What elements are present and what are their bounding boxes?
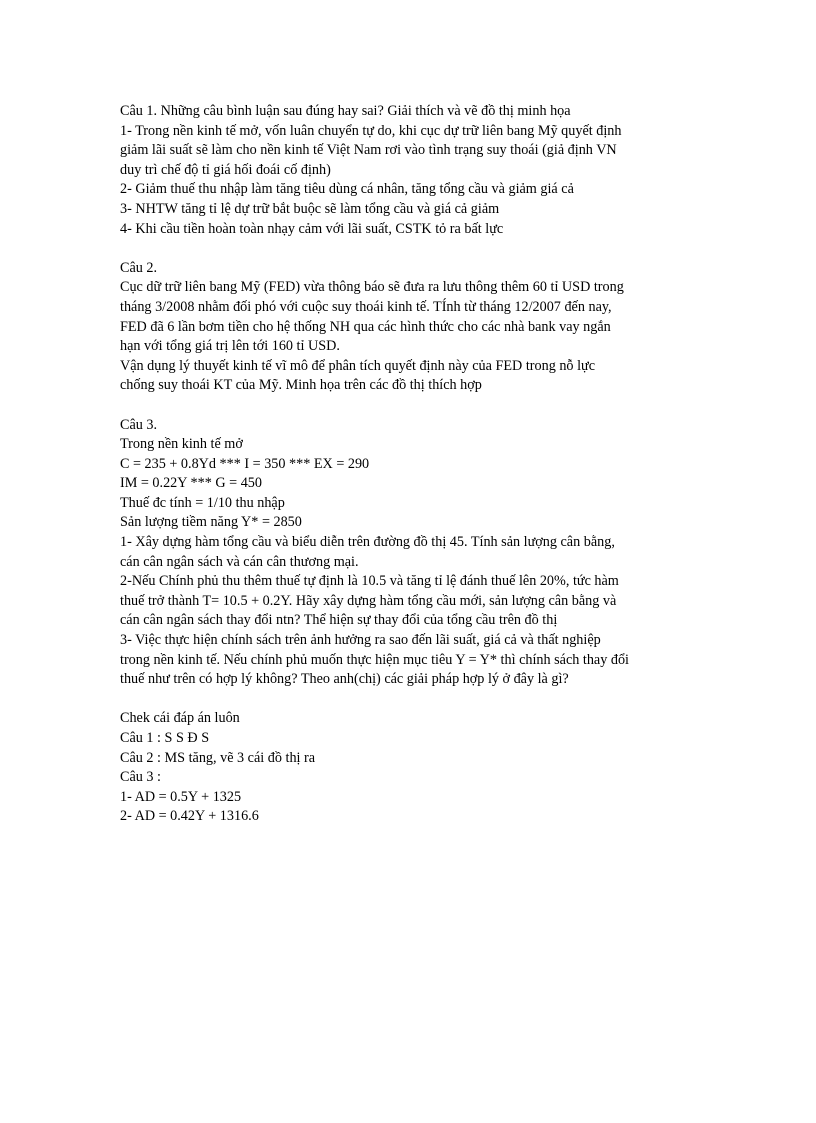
answer-question-3-line: 2- AD = 0.42Y + 1316.6 [120,808,259,825]
question-1-line: 3- NHTW tăng tỉ lệ dự trữ bắt buộc sẽ làm tổng cầu và giá cả giảm [120,200,500,217]
question-1-line: 4- Khi cầu tiền hoàn toàn nhạy cảm với lãi suất, CSTK tỏ ra bất lực [120,220,504,237]
question-2-line: hạn với tổng giá trị lên tới 160 tỉ USD. [120,338,340,355]
blank-line [120,396,720,416]
question-2-line: tháng 3/2008 nhằm đối phó với cuộc suy thoái kinh tế. TÍnh từ tháng 12/2007 đến nay, [120,298,612,315]
question-3-line: thuế trở thành T= 10.5 + 0.2Y. Hãy xây dựng hàm tổng cầu mới, sản lượng cân bằng và [120,592,617,609]
question-3 [120,416,720,690]
answer-section [120,709,720,827]
answer-question-2: Câu 2 : MS tăng, vẽ 3 cái đồ thị ra [120,749,316,766]
question-1-line: 1- Trong nền kinh tế mở, vốn luân chuyển tự do, khi cục dự trữ liên bang Mỹ quyết định [120,122,622,139]
question-3-line: 2-Nếu Chính phủ thu thêm thuế tự định là 10.5 và tăng tỉ lệ đánh thuế lên 20%, tức hàm [120,573,619,590]
question-3-line: IM = 0.22Y *** G = 450 [120,475,262,492]
question-1-line: giảm lãi suất sẽ làm cho nền kinh tế Việt Nam rơi vào tình trạng suy thoái (giả định VN [120,142,617,159]
blank-line [120,690,720,710]
question-3-line: thuế như trên có hợp lý không? Theo anh(chị) các giải pháp hợp lý ở đây là gì? [120,671,569,688]
question-3-line: Thuế đc tính = 1/10 thu nhập [120,494,285,511]
question-3-line: 3- Việc thực hiện chính sách trên ảnh hưởng ra sao đến lãi suất, giá cả và thất nghiệp [120,632,601,649]
answer-question-1: Câu 1 : S S Đ S [120,730,210,746]
question-3-line: Sản lượng tiềm năng Y* = 2850 [120,514,302,531]
question-1-line: duy trì chế độ tỉ giá hối đoái cố định) [120,161,331,178]
question-1 [120,102,720,239]
question-3-line: Trong nền kinh tế mở [120,436,243,453]
question-3-line: trong nền kinh tế. Nếu chính phủ muốn thực hiện mục tiêu Y = Y* thì chính sách thay đổi [120,651,630,668]
question-2-line: Vận dụng lý thuyết kinh tế vĩ mô để phân tích quyết định này của FED trong nỗ lực [120,357,596,374]
question-1-title: Câu 1. Những câu bình luận sau đúng hay sai? Giải thích và vẽ đồ thị minh họa [120,103,571,119]
question-2-title: Câu 2. [120,259,158,276]
document-body [120,102,720,827]
question-3-line: cán cân ngân sách và cán cân thương mại. [120,553,359,570]
question-1-line: 2- Giảm thuế thu nhập làm tăng tiêu dùng cá nhân, tăng tổng cầu và giảm giá cả [120,181,574,198]
answer-question-3-line: 1- AD = 0.5Y + 1325 [120,788,242,805]
question-3-line: cán cân ngân sách thay đổi ntn? Thể hiện sự thay đổi của tổng cầu trên đồ thị [120,612,558,629]
answer-question-3-title: Câu 3 : [120,769,161,786]
question-2-line: FED đã 6 lần bơm tiền cho hệ thống NH qua các hình thức cho các nhà bank vay ngắn [120,318,611,335]
question-2 [120,259,720,396]
answer-intro: Chek cái đáp án luôn [120,710,240,727]
question-3-title: Câu 3. [120,416,158,433]
question-3-line: 1- Xây dựng hàm tổng cầu và biểu diễn trên đường đồ thị 45. Tính sản lượng cân bằng, [120,534,615,551]
question-2-line: chống suy thoái KT của Mỹ. Minh họa trên các đồ thị thích hợp [120,377,482,394]
blank-line [120,239,720,259]
question-2-line: Cục dữ trữ liên bang Mỹ (FED) vừa thông báo sẽ đưa ra lưu thông thêm 60 tỉ USD trong [120,279,624,296]
question-3-line: C = 235 + 0.8Yd *** I = 350 *** EX = 290 [120,455,370,472]
